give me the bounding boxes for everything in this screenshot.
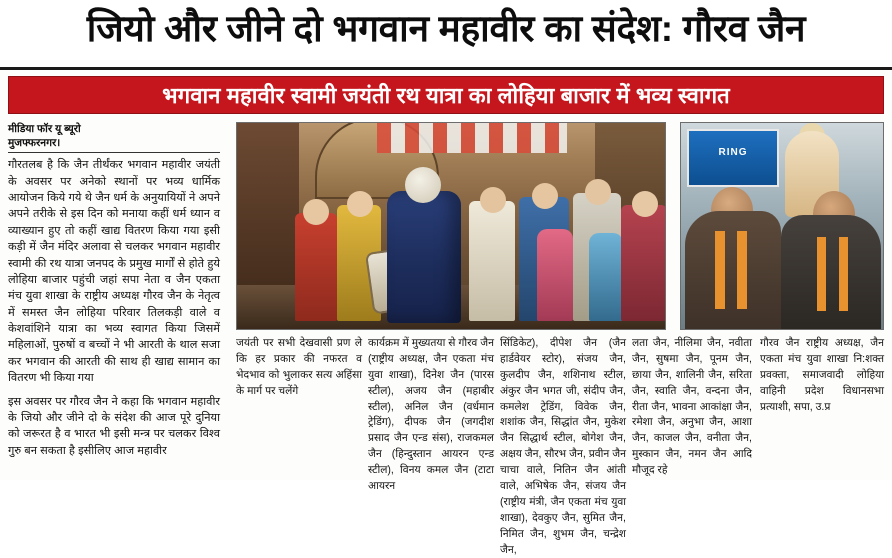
crowd-figure xyxy=(589,233,623,321)
sub-headline-banner xyxy=(8,76,884,114)
right-person-scarf xyxy=(807,237,859,311)
page-title: जियो और जीने दो भगवान महावीर का संदेश: गौरव जैन xyxy=(86,8,806,49)
article-paragraph-1: गौरतलब है कि जैन तीर्थंकर भगवान महावीर जयंती के अवसर पर अनेको स्थानों पर भव्य धार्मिक आयोजन किये गये थे जैन धर्म के अनुयायियों ने अपने अपने तरीके से इस दिन को मनाया कहीं धर्म ध्यान व व्याख्यान हुए तो कहीं खाद्य वितरण किया गया इसी कड़ी में जैन मंदिर अलावा से चलकर भगवान महावीर स्वामी की रथ यात्रा जनपद के प्रमुख मार्गों से होते हुये लोहिया बाजार पहुंची जहां सपा नेता व जैन एकता मंच युवा शाखा के राष्ट्रीय अध्यक्ष गौरव जैन के नेतृत्व में समस्त जैन लोहिया परिवार तिलकड़ी वाले व केशवांशिने यात्रा का भव्य स्वागत किया जिसमें महिलाओं, पुरुषों व बच्चों ने भी आरती के थाल सजा कर भगवान की आरती की साथ ही खाद्य सामान का वितरण भी किया गया xyxy=(8,159,220,385)
sub-headline-text: भगवान महावीर स्वामी जयंती रथ यात्रा का लोहिया बाजार में भव्य स्वागत xyxy=(162,83,730,108)
photo-caption: जयंती पर सभी देखवासी प्रण ले कि हर प्रकार की नफरत व भेदभाव को भुलाकर सत्य अहिंसा के मार्ग पर चलेंगे xyxy=(236,337,362,397)
main-photo-scene xyxy=(237,123,665,329)
side-photo xyxy=(680,122,884,330)
crowd-figure xyxy=(469,201,515,321)
names-column-2: सिंडिकेट), दीपेश जैन (जैन हार्डवेयर स्टोर), संजय जैन, कुलदीप जैन, शशिनाथ स्टील, अंकुर जैन भगत जी, संदीप जैन, कमलेश ट्रेडिंग, विवेक जैन, शशांक जैन, सिद्धांत जैन, मुकेश जैन सिद्धार्थ स्टील, बोगेश जैन, अक्षय जैन, सौरभ जैन, प्रवीन जैन चाचा वाले, नितिन जैन आंती वाले, अभिषेक जैन, संजय जैन (राष्ट्रीय मंत्री, जैन एकता मंच युवा शाखा), देवकुए जैन, सुमित जैन, निमित जैन, शुभम जैन, चन्द्रेश जैन, xyxy=(500,337,626,556)
names-column-1: कार्यक्रम में मुख्यतया से गौरव जैन (राष्ट्रीय अध्यक्ष, जैन एकता मंच युवा शाखा), दिनेश जैन (पारस स्टील), अजय जैन (महाबीर स्टील), अनिल जैन (वर्धमान ट्रेडिंग), दीपक जैन (जगदीश प्रसाद जैन एन्ड संस), राजकमल जैन (हिन्दुस्तान आयरन एन्ड स्टील), विनय कमल जैन (टाटा आयरन xyxy=(368,337,494,493)
article-content xyxy=(8,122,884,556)
main-photo xyxy=(236,122,666,330)
crowd-figure xyxy=(295,213,337,321)
headline-section xyxy=(0,0,892,70)
left-person-scarf xyxy=(703,231,757,309)
left-text-column xyxy=(8,122,220,472)
names-column-4: गौरव जैन राष्ट्रीय अध्यक्ष, जैन एकता मंच युवा शाखा नि:शक्त प्रवक्ता, समाजवादी लोहिया वाहिनी प्रदेश विधानसभा प्रत्याशी, सपा, उ.प्र xyxy=(760,337,884,413)
names-column-3: लता जैन, नीलिमा जैन, नवीता जैन, सुषमा जैन, पूनम जैन, छाया जैन, शालिनी जैन, सरिता जैन, स्वाति जैन, वन्दना जैन, रीता जैन, भावना आकांक्षा जैन, रमेशा जैन, अनुभा जैन, आशा जैन, काजल जैन, वनीता जैन, मुस्कान जैन, नमन जैन आदि मौजूद रहे xyxy=(632,337,752,477)
byline xyxy=(8,122,220,153)
crowd-figure-head xyxy=(347,191,373,217)
byline-place: मुजफ्फरनगर। xyxy=(8,137,61,150)
drummer-figure xyxy=(387,191,461,323)
side-photo-scene xyxy=(681,123,883,329)
crowd-figure-head xyxy=(632,191,658,217)
crowd-figure xyxy=(621,205,666,321)
drummer-head xyxy=(405,167,441,203)
backdrop-banner xyxy=(687,129,779,187)
crowd-figure-head xyxy=(532,183,558,209)
photo-canopy xyxy=(377,123,567,153)
byline-agency: मीडिया फॉर यू ब्यूरो xyxy=(8,123,81,135)
backdrop-banner-text: RING xyxy=(718,147,748,158)
crowd-figure-head xyxy=(480,187,506,213)
article-paragraph-2: इस अवसर पर गौरव जैन ने कहा कि भगवान महावीर के जियो और जीने दो के संदेश की आज पूरे दुनिया को जरूरत है व भारत भी इसी मन्त्र पर चलकर विश्व गुरु बन सकता है इसीलिए आज महावीर xyxy=(8,395,220,457)
crowd-figure xyxy=(537,229,573,321)
crowd-figure-head xyxy=(303,199,329,225)
crowd-figure-head xyxy=(585,179,611,205)
